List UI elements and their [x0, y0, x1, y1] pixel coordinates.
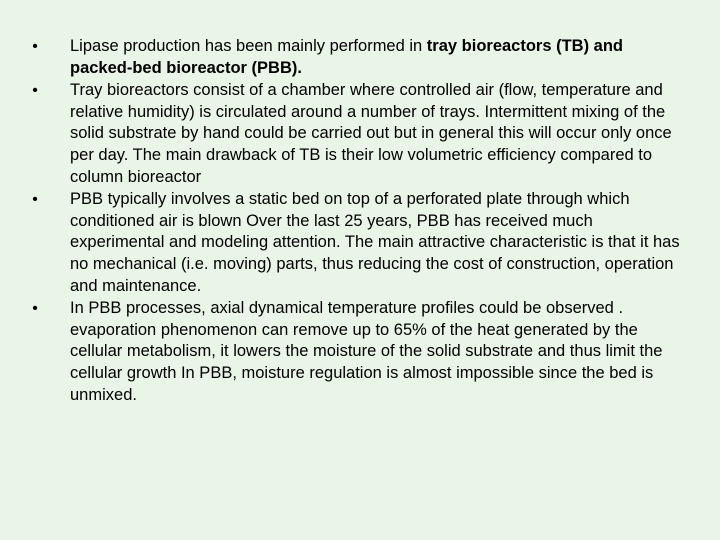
bullet-bold-text: tray bioreactors (TB) and packed-bed bioreactor (PBB). [70, 37, 624, 77]
bullet-item-lipase-production [28, 36, 688, 79]
bullet-item-pbb-processes [28, 298, 688, 406]
bullet-icon: • [32, 300, 38, 318]
bullet-item-tray-bioreactors [28, 80, 688, 188]
bullet-text: Lipase production has been mainly performed in [70, 37, 427, 55]
bullet-text: PBB typically involves a static bed on top of a perforated plate through which conditioned air is blown Over the last 25 years, PBB has received much experimental and modeling attention. The main attractive characteristic is that it has no mechanical (i.e. moving) parts, thus reducing the cost of construction, operation and maintenance. [70, 190, 680, 295]
bullet-item-pbb [28, 189, 688, 297]
bullet-list [28, 36, 688, 407]
bullet-text: In PBB processes, axial dynamical temperature profiles could be observed . evaporation phenomenon can remove up to 65% of the heat generated by the cellular metabolism, it lowers the moisture of the solid substrate and thus limit the cellular growth In PBB, moisture regulation is almost impossible since the bed is unmixed. [70, 299, 663, 404]
bullet-text: Tray bioreactors consist of a chamber where controlled air (flow, temperature and relative humidity) is circulated around a number of trays. Intermittent mixing of the solid substrate by hand could be carried out but in general this will occur only once per day. The main drawback of TB is their low volumetric efficiency compared to column bioreactor [70, 81, 672, 186]
bullet-icon: • [32, 38, 38, 55]
bullet-icon: • [32, 191, 38, 209]
bullet-icon: • [32, 82, 38, 100]
